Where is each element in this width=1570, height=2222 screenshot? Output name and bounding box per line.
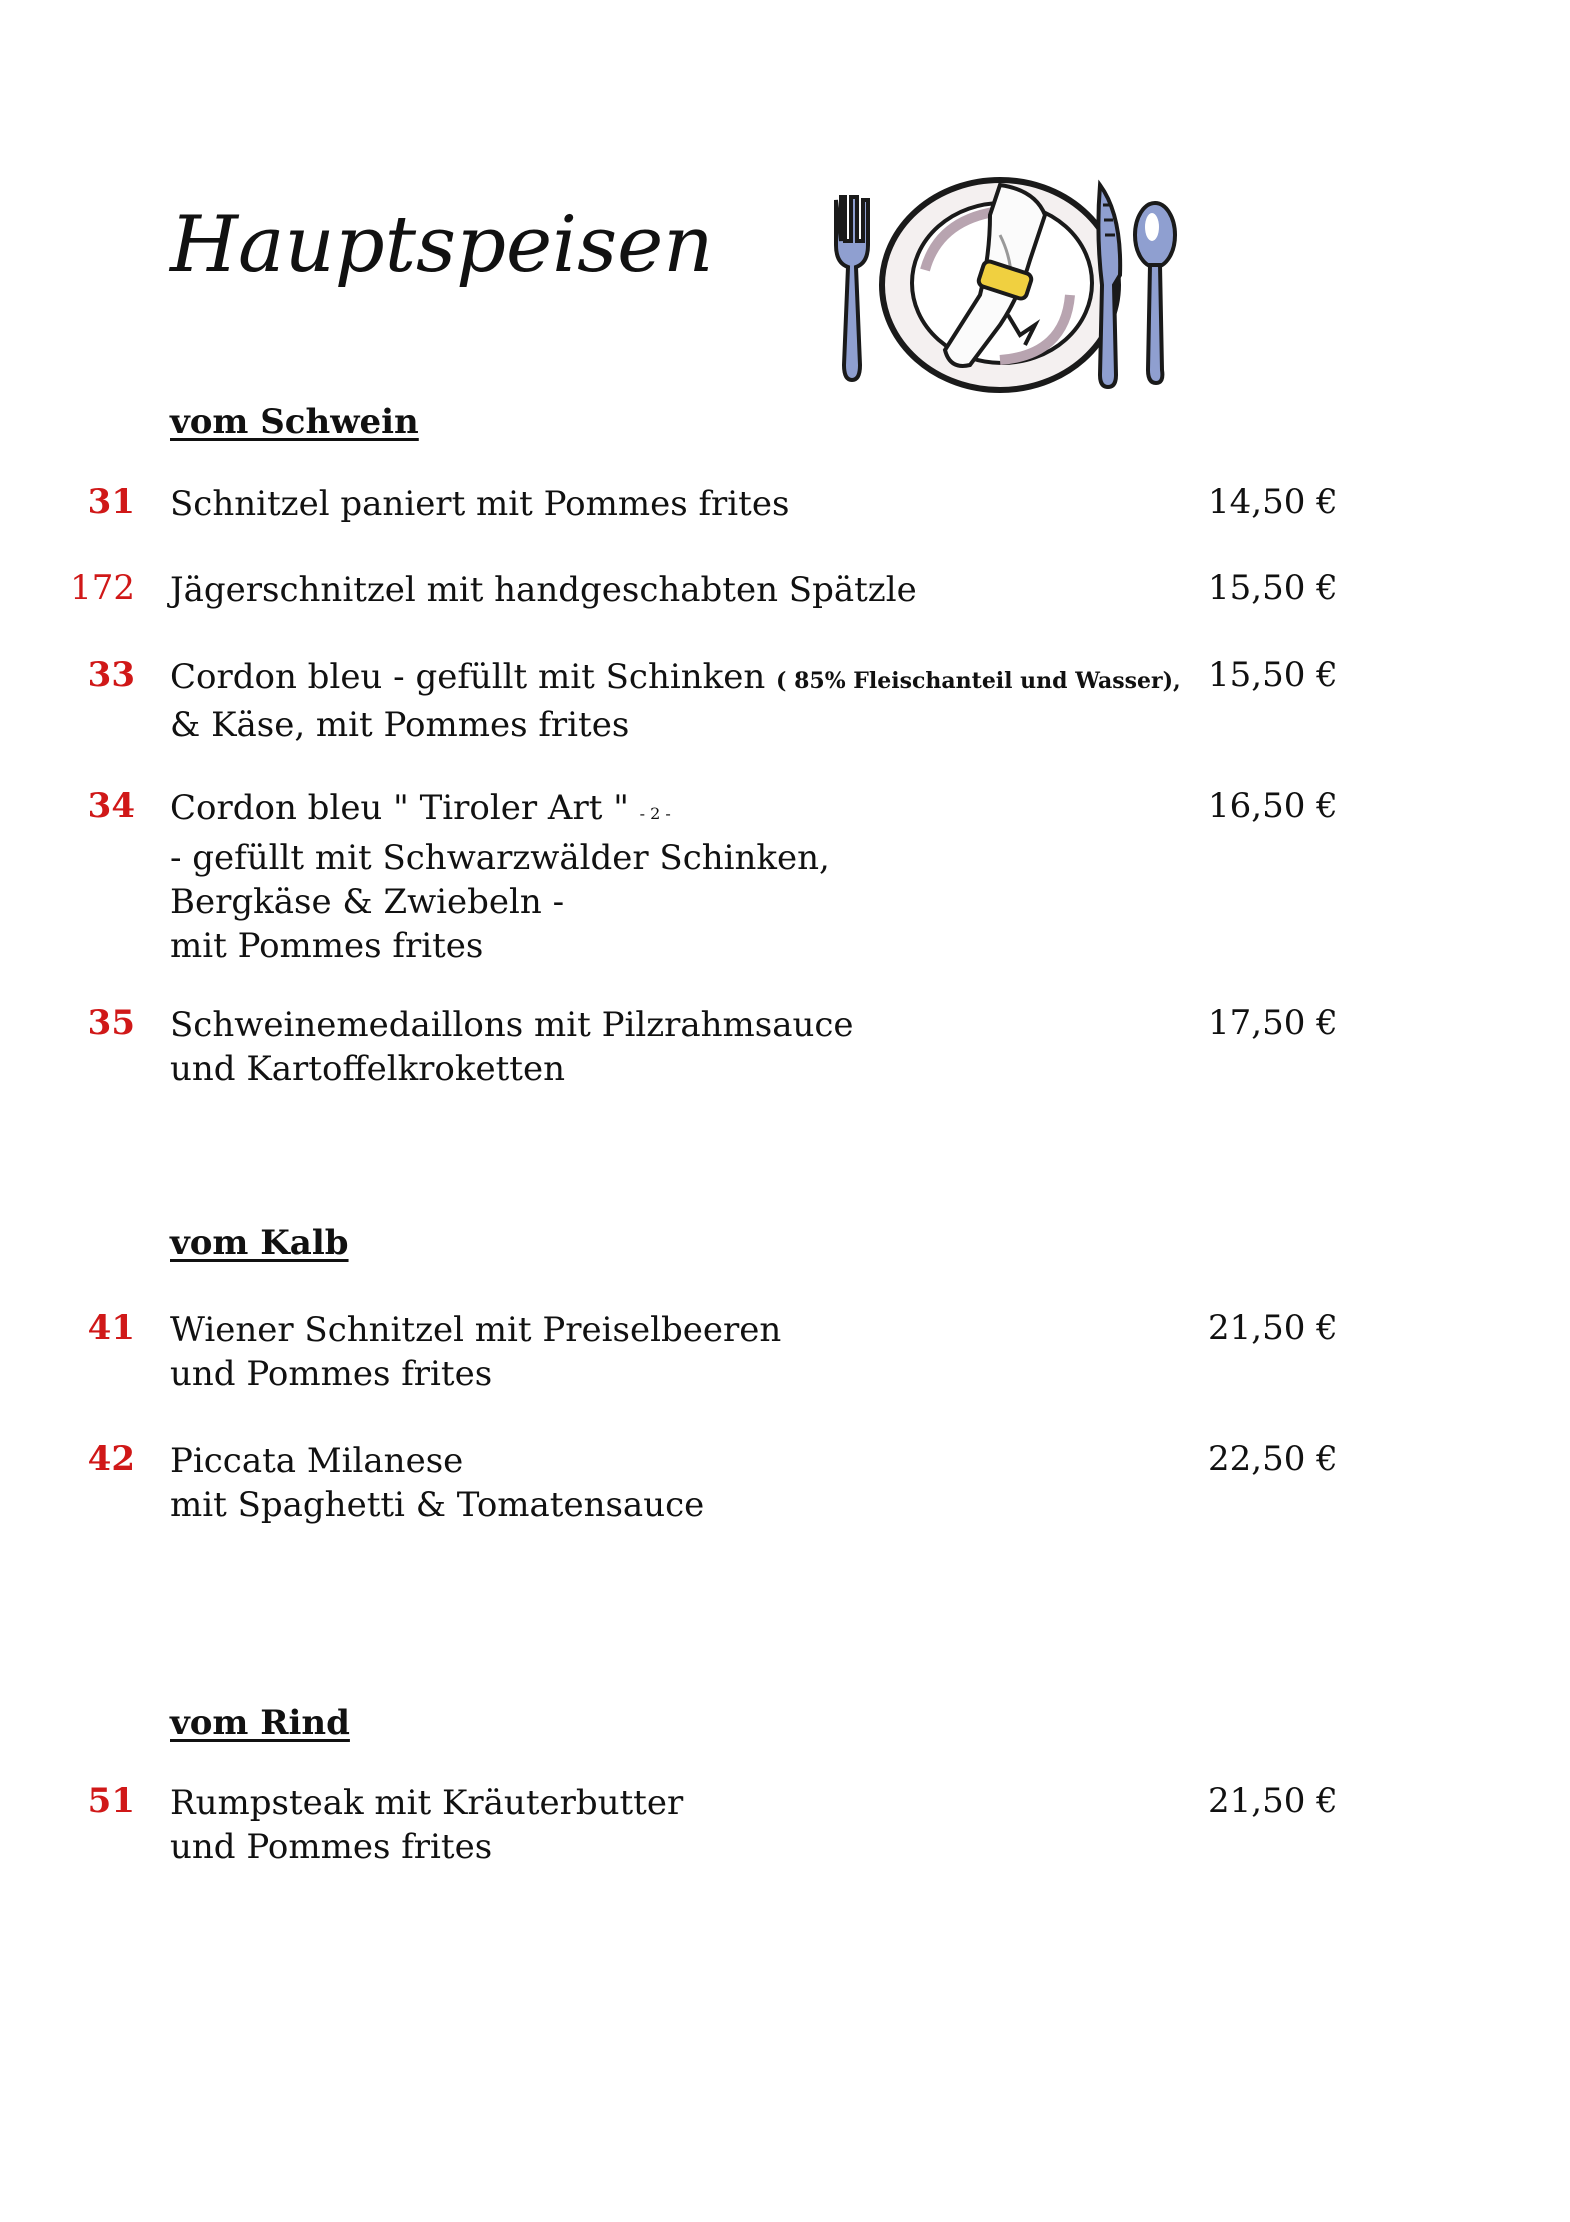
- item-description: [170, 1308, 1170, 1396]
- item-line: Wiener Schnitzel mit Preiselbeeren: [170, 1310, 782, 1350]
- item-line: Jägerschnitzel mit handgeschabten Spätzle: [170, 570, 917, 610]
- item-description: [170, 786, 1170, 968]
- item-line: mit Pommes frites: [170, 926, 484, 966]
- item-line: Bergkäse & Zwiebeln -: [170, 882, 565, 922]
- item-line: und Kartoffelkroketten: [170, 1049, 565, 1089]
- section-heading-rind: vom Rind: [170, 1703, 350, 1743]
- item-line: und Pommes frites: [170, 1354, 493, 1394]
- item-line: Piccata Milanese: [170, 1441, 464, 1481]
- item-line: Schweinemedaillons mit Pilzrahmsauce: [170, 1005, 854, 1045]
- item-line: Rumpsteak mit Kräuterbutter: [170, 1783, 684, 1823]
- fork-icon: [836, 197, 868, 380]
- item-description: [170, 1003, 1170, 1091]
- plate-cutlery-icon: [830, 175, 1180, 400]
- item-price: 21,50 €: [1208, 1781, 1338, 1821]
- item-price: 14,50 €: [1208, 482, 1338, 522]
- item-price: 15,50 €: [1208, 568, 1338, 608]
- item-price: 17,50 €: [1208, 1003, 1338, 1043]
- spoon-icon: [1135, 203, 1175, 383]
- item-description: [170, 1439, 1170, 1527]
- item-number: 42: [87, 1439, 135, 1479]
- item-line-main: Cordon bleu - gefüllt mit Schinken: [170, 657, 766, 697]
- item-note: - 2 -: [639, 804, 671, 823]
- item-number: 33: [87, 655, 135, 695]
- item-description: [170, 568, 1170, 612]
- item-number: 51: [87, 1781, 135, 1821]
- item-number: 172: [70, 568, 135, 608]
- item-line-main: Cordon bleu " Tiroler Art ": [170, 788, 629, 828]
- item-price: 21,50 €: [1208, 1308, 1338, 1348]
- item-note: ( 85% Fleischanteil und Wasser),: [776, 668, 1181, 694]
- item-description: [170, 482, 1170, 526]
- item-description: [170, 1781, 1170, 1869]
- item-number: 35: [87, 1003, 135, 1043]
- item-description: [170, 655, 1181, 747]
- item-line: mit Spaghetti & Tomatensauce: [170, 1485, 705, 1525]
- item-price: 16,50 €: [1208, 786, 1338, 826]
- item-number: 41: [87, 1308, 135, 1348]
- item-price: 22,50 €: [1208, 1439, 1338, 1479]
- item-number: 34: [87, 786, 135, 826]
- page-title: Hauptspeisen: [170, 200, 714, 290]
- section-heading-kalb: vom Kalb: [170, 1223, 349, 1263]
- item-line: und Pommes frites: [170, 1827, 493, 1867]
- item-line: Schnitzel paniert mit Pommes frites: [170, 484, 790, 524]
- item-number: 31: [87, 482, 135, 522]
- item-line: - gefüllt mit Schwarzwälder Schinken,: [170, 838, 830, 878]
- item-line: & Käse, mit Pommes frites: [170, 705, 630, 745]
- item-price: 15,50 €: [1208, 655, 1338, 695]
- section-heading-schwein: vom Schwein: [170, 402, 419, 442]
